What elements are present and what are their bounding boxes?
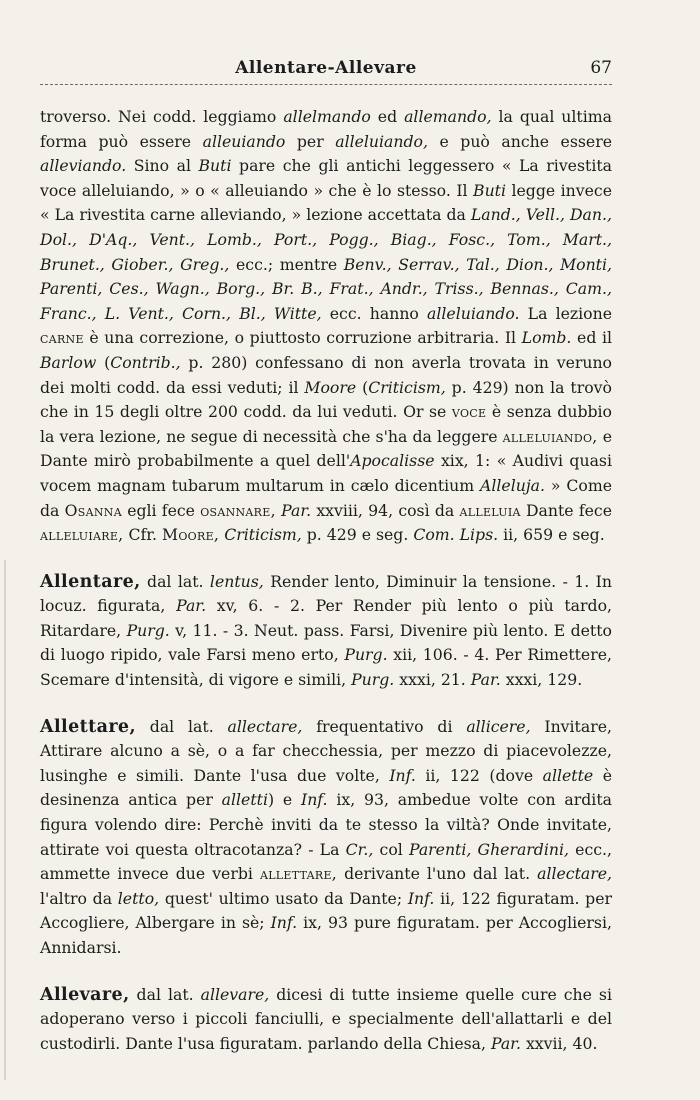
text-run: legge invece « La rivestita carne alleviando, » lezione accettata da <box>40 180 612 225</box>
italic-text: Inf. <box>389 765 416 785</box>
text-run: ecc., ammette invece due verbi <box>40 839 612 884</box>
italic-text: alleviando. <box>40 156 127 176</box>
running-header <box>40 58 612 85</box>
italic-text: Cr., <box>345 839 374 859</box>
text-run: la qual ultima forma può essere <box>40 107 612 151</box>
page-edge-shadow <box>4 560 6 1080</box>
dictionary-entry <box>40 715 612 961</box>
text-run: ( <box>356 377 369 397</box>
dictionary-entry <box>40 570 612 693</box>
text-run: egli fece <box>121 500 201 520</box>
small-caps-text: alleluiare, <box>40 525 124 545</box>
italic-text: alleluiando, <box>335 131 428 151</box>
italic-text: allelmando <box>283 107 371 126</box>
entry-headword: Allentare, <box>40 571 141 592</box>
entry-continuation <box>40 105 612 548</box>
italic-text: Lomb. <box>521 328 572 348</box>
text-run: dal lat. <box>129 984 201 1004</box>
italic-text: Land., Vell., Dan., Dol., D'Aq., Vent., Lomb., Port., Pogg., Biag., Fosc., Tom., Mart., Brunet., Giober., Greg., <box>40 205 612 274</box>
italic-text: Par. <box>490 1033 521 1053</box>
italic-text: Criticism, <box>224 525 302 545</box>
italic-text: Purg. <box>344 645 388 665</box>
running-head-title: Allentare-Allevare <box>235 58 417 78</box>
text-run: ed il <box>571 328 612 348</box>
italic-text: Purg. <box>126 620 170 640</box>
text-run: La lezione <box>519 303 612 323</box>
text-run: ecc.; mentre <box>229 254 344 274</box>
small-caps-text: alleluia <box>459 500 521 520</box>
text-run: frequentativo di <box>302 716 467 736</box>
italic-text: Par. <box>176 596 207 616</box>
italic-text: Benv., Serrav., Tal., Dion., Monti, Parenti, Ces., Wagn., Borg., Br. B., Frat., Andr., Triss., Bennas., Cam., Franc., L. Vent., Corn., Bl., Witte, <box>40 254 612 323</box>
text-run: ( <box>96 352 111 372</box>
text-run: e Dante mirò probabilmente a quel dell' <box>40 426 612 471</box>
italic-text: lentus, <box>209 571 264 591</box>
text-run: ii, 122 figuratam. per Accogliere, Albergare in sè; <box>40 888 612 933</box>
text-run: p. 429) non la trovò che in 15 degli oltre 200 codd. da lui veduti. Or se <box>40 377 612 422</box>
page-number: 67 <box>590 58 612 78</box>
text-run: col <box>373 839 409 859</box>
entry-headword: Allevare, <box>40 984 130 1005</box>
dictionary-entry <box>40 983 612 1057</box>
page <box>40 58 612 1078</box>
text-run: ecc. hanno <box>321 303 428 323</box>
italic-text: allicere, <box>466 716 531 736</box>
text-run: xv, 6. - 2. Per Render più lento o più tardo, Ritardare, <box>40 596 612 640</box>
italic-text: Buti <box>198 156 232 176</box>
text-run: ii, 122 (dove <box>415 765 543 785</box>
italic-text: Inf. <box>407 888 435 908</box>
text-run: è senza dubbio la vera lezione, ne segue di necessità che s'ha da leggere <box>40 402 612 446</box>
text-run: quest' ultimo usato da Dante; <box>159 888 408 908</box>
text-run: Dante fece <box>520 500 612 520</box>
italic-text: Apocalisse <box>350 451 435 471</box>
small-caps-text: osannare, <box>200 500 276 520</box>
italic-text: Com. Lips. <box>413 525 499 545</box>
italic-text: allemando, <box>404 107 492 126</box>
text-run: xix, 1: « Audivi quasi vocem magnam tubarum multarum in cælo dicentium <box>40 451 613 495</box>
small-caps-text: Osanna <box>64 500 122 520</box>
italic-text: Barlow <box>40 352 97 372</box>
text-run: p. 429 e seg. <box>301 525 414 545</box>
italic-text: allectare, <box>227 716 303 736</box>
text-run: ) e <box>267 790 301 810</box>
text-run: è una correzione, o piuttosto corruzione arbitraria. Il <box>83 328 522 348</box>
text-run: ix, 93, ambedue volte con ardita figura volendo dire: Perchè inviti da te stesso la viltà? Onde invitate, attirate voi questa oltracotanza? - La <box>40 790 612 859</box>
text-run: ed <box>370 107 405 126</box>
text-run: xxxi, 129. <box>500 670 583 690</box>
text-run: dal lat. <box>140 571 210 591</box>
text-run: dal lat. <box>135 716 228 736</box>
italic-text: Parenti, Gherardini, <box>408 839 569 859</box>
italic-text: Purg. <box>351 670 395 690</box>
italic-text: Par. <box>470 670 501 690</box>
text-run: troverso. Nei codd. leggiamo <box>40 107 284 126</box>
italic-text: letto, <box>117 888 160 908</box>
text-run: xxvii, 40. <box>520 1033 598 1053</box>
text-run: Invitare, Attirare alcuno a sè, o a far checchessia, per mezzo di piacevolezze, lusinghe e simili. Dante l'usa due volte, <box>40 716 612 785</box>
text-run: xxxi, 21. <box>394 670 471 690</box>
text-run: » Come da <box>40 475 612 520</box>
text-run: Cfr. <box>123 525 162 545</box>
italic-text: alleluiando. <box>427 303 520 323</box>
italic-text: Inf. <box>301 790 328 810</box>
text-run: l'altro da <box>40 888 118 908</box>
text-run: dicesi di tutte insieme quelle cure che si adoperano verso i piccoli fanciulli, e specialmente dell'allattarli e del custodirli. Dante l'usa figuratam. parlando della Chiesa, <box>40 984 612 1053</box>
text-run: e può anche essere <box>427 131 613 151</box>
italic-text: Alleluja. <box>480 475 546 495</box>
italic-text: Buti <box>473 180 506 200</box>
italic-text: Inf. <box>270 913 298 933</box>
text-run: v, 11. - 3. Neut. pass. Farsi, Divenire più lento. E detto di luogo ripido, vale Farsi meno erto, <box>40 620 612 665</box>
text-run: ix, 93 pure figuratam. per Accogliersi, Annidarsi. <box>40 913 612 957</box>
small-caps-text: alleluiando, <box>502 426 598 446</box>
small-caps-text: carne <box>40 328 84 348</box>
small-caps-text: voce <box>451 402 487 422</box>
italic-text: alleuiando <box>202 131 286 151</box>
italic-text: allette <box>542 765 594 785</box>
italic-text: Moore <box>304 377 357 397</box>
text-run: ii, 659 e seg. <box>498 525 605 545</box>
text-run: Sino al <box>126 156 199 176</box>
text-run: Render lento, Diminuir la tensione. - 1. In locuz. figurata, <box>40 571 612 616</box>
small-caps-text: Moore, <box>162 525 220 545</box>
italic-text: Criticism, <box>368 377 446 397</box>
small-caps-text: allettare, <box>259 864 338 884</box>
italic-text: Contrib., <box>110 352 181 372</box>
entry-headword: Allettare, <box>40 716 136 737</box>
italic-text: allevare, <box>200 984 270 1004</box>
italic-text: alletti <box>221 790 268 810</box>
text-run: pare che gli antichi leggessero « La rivestita voce alleluiando, » o « alleuiando » che è lo stesso. Il <box>40 156 612 200</box>
text-run: per <box>285 131 336 151</box>
text-run: derivante l'uno dal lat. <box>337 864 538 884</box>
text-run: xii, 106. - 4. Per Rimettere, Scemare d'intensità, di vigore e simili, <box>40 645 612 690</box>
text-run: p. 280) confessano di non averla trovata in veruno dei molti codd. da essi veduti; il <box>40 352 613 397</box>
dictionary-text <box>40 105 612 1056</box>
italic-text: Par. <box>281 500 312 520</box>
text-run: xxviii, 94, così da <box>311 500 460 520</box>
italic-text: allectare, <box>537 864 612 884</box>
text-run: è desinenza antica per <box>40 765 612 810</box>
